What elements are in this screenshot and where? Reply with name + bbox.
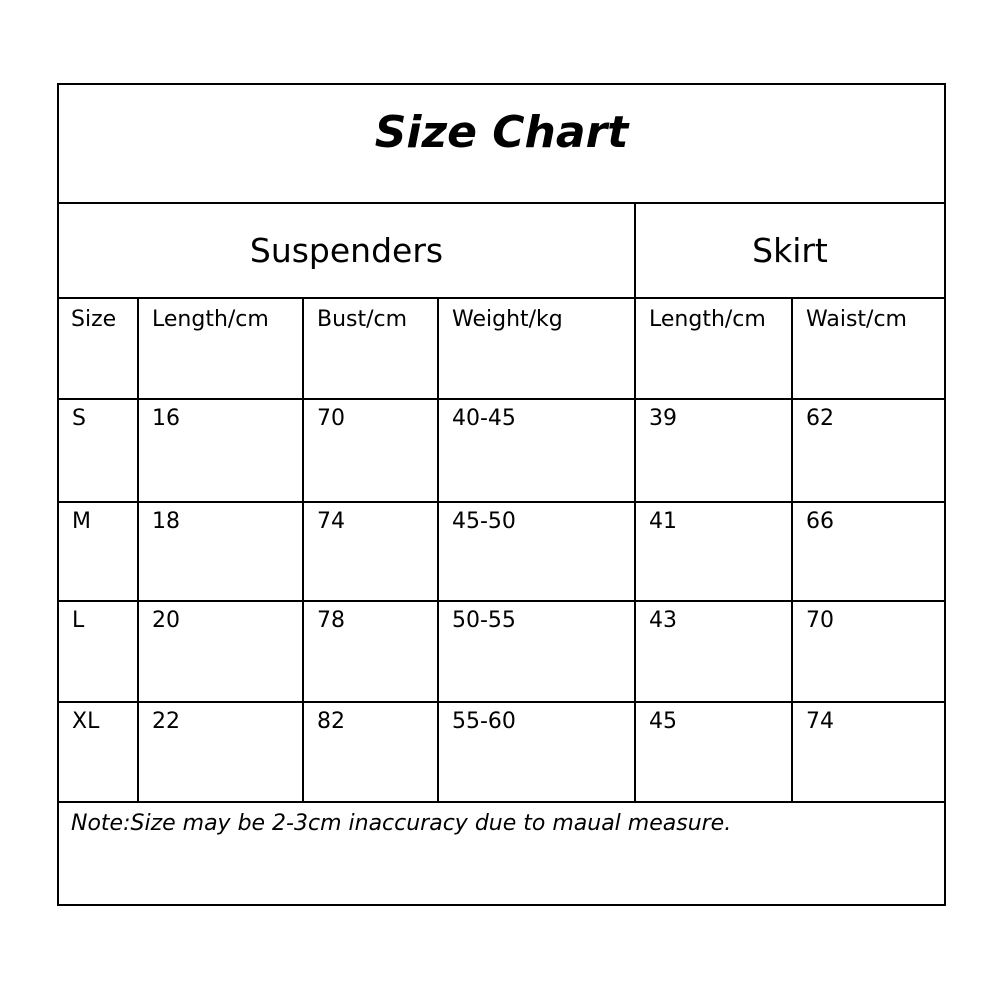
column-header-suspenders-length: Length/cm [138,298,303,399]
cell-weight: 55-60 [438,702,635,802]
cell-suspenders-length: 16 [138,399,303,502]
table-row [58,502,945,601]
title-cell [58,84,945,203]
cell-skirt-length: 39 [635,399,792,502]
cell-size: S [58,399,138,502]
cell-bust: 82 [303,702,438,802]
cell-suspenders-length: 18 [138,502,303,601]
cell-waist: 66 [792,502,945,601]
note-text: Note:Size may be 2-3cm inaccuracy due to maual measure. [58,802,945,905]
table-row [58,399,945,502]
cell-size: M [58,502,138,601]
cell-bust: 70 [303,399,438,502]
cell-size: L [58,601,138,702]
column-header-bust: Bust/cm [303,298,438,399]
cell-skirt-length: 45 [635,702,792,802]
cell-bust: 78 [303,601,438,702]
cell-suspenders-length: 22 [138,702,303,802]
column-header-weight: Weight/kg [438,298,635,399]
skirt-group-header [635,203,945,298]
cell-waist: 62 [792,399,945,502]
column-header-size: Size [58,298,138,399]
cell-weight: 50-55 [438,601,635,702]
table-row [58,601,945,702]
suspenders-label: Suspenders [249,231,444,270]
cell-skirt-length: 41 [635,502,792,601]
column-header-skirt-length: Length/cm [635,298,792,399]
table-row [58,702,945,802]
cell-weight: 45-50 [438,502,635,601]
cell-waist: 70 [792,601,945,702]
size-chart-table [57,83,946,906]
skirt-label: Skirt [752,231,828,270]
page-title: Size Chart [374,107,629,158]
cell-bust: 74 [303,502,438,601]
suspenders-group-header [58,203,635,298]
cell-size: XL [58,702,138,802]
column-header-row [58,298,945,399]
cell-waist: 74 [792,702,945,802]
column-header-waist: Waist/cm [792,298,945,399]
cell-skirt-length: 43 [635,601,792,702]
cell-weight: 40-45 [438,399,635,502]
cell-suspenders-length: 20 [138,601,303,702]
